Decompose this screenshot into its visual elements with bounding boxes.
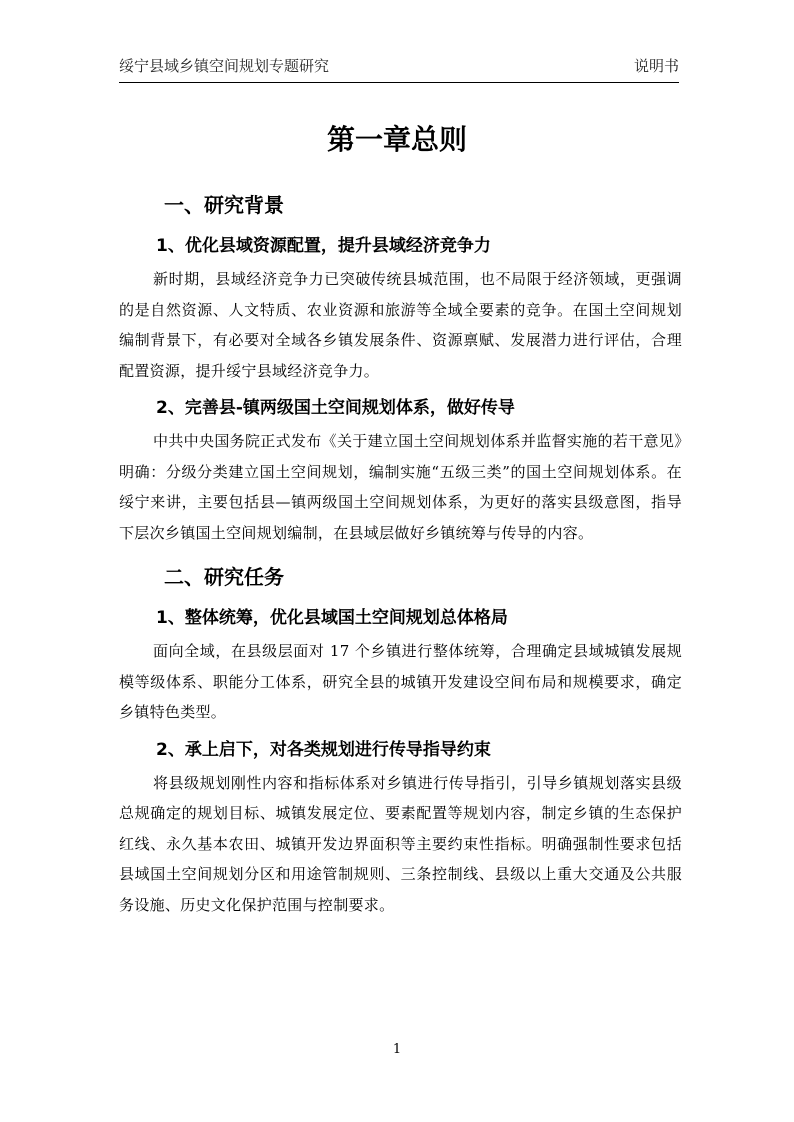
subsection-heading: 1、优化县域资源配置，提升县域经济竞争力 [156,236,491,256]
body-paragraph: 面向全域，在县级层面对 17 个乡镇进行整体统筹，合理确定县域城镇发展规模等级体系、职能分工体系，研究全县的城镇开发建设空间布局和规模要求，确定乡镇特色类型。 [119,642,682,721]
body-paragraph: 将县级规划刚性内容和指标体系对乡镇进行传导指引，引导乡镇规划落实县级总规确定的规划目标、城镇发展定位、要素配置等规划内容，制定乡镇的生态保护红线、永久基本农田、城镇开发边界面积等主要约束性指标。明确强制性要求包括县域国土空间规划分区和用途管制规则、三条控制线、县级以上重大交通及公共服务设施、历史文化保护范围与控制要求。 [119,773,682,914]
body-paragraph: 新时期，县域经济竞争力已突破传统县城范围，也不局限于经济领域，更强调的是自然资源、人文特质、农业资源和旅游等全域全要素的竞争。在国土空间规划编制背景下，有必要对全域各乡镇发展条件、资源禀赋、发展潜力进行评估，合理配置资源，提升绥宁县域经济竞争力。 [119,270,682,380]
header-document-title: 绥宁县域乡镇空间规划专题研究 [119,57,330,75]
subsection-heading: 1、整体统筹，优化县域国土空间规划总体格局 [156,608,508,628]
chapter-title: 第一章总则 [326,123,467,156]
running-header [119,54,679,78]
header-divider [119,82,679,83]
section-heading-background: 一、研究背景 [164,193,284,217]
header-document-type: 说明书 [633,57,679,75]
body-content [119,186,682,920]
subsection-heading: 2、承上启下，对各类规划进行传导指导约束 [156,739,491,760]
body-paragraph: 中共中央国务院正式发布《关于建立国土空间规划体系并监督实施的若干意见》明确：分级分类建立国土空间规划，编制实施“五级三类”的国土空间规划体系。在绥宁来讲，主要包括县—镇两级国土空间规划体系，为更好的落实县级意图，指导下层次乡镇国土空间规划编制，在县域层做好乡镇统筹与传导的内容。 [119,432,682,542]
subsection-heading: 2、完善县-镇两级国土空间规划体系，做好传导 [156,398,515,418]
page-number: 1 [392,1042,402,1057]
section-heading-tasks: 二、研究任务 [164,565,284,589]
